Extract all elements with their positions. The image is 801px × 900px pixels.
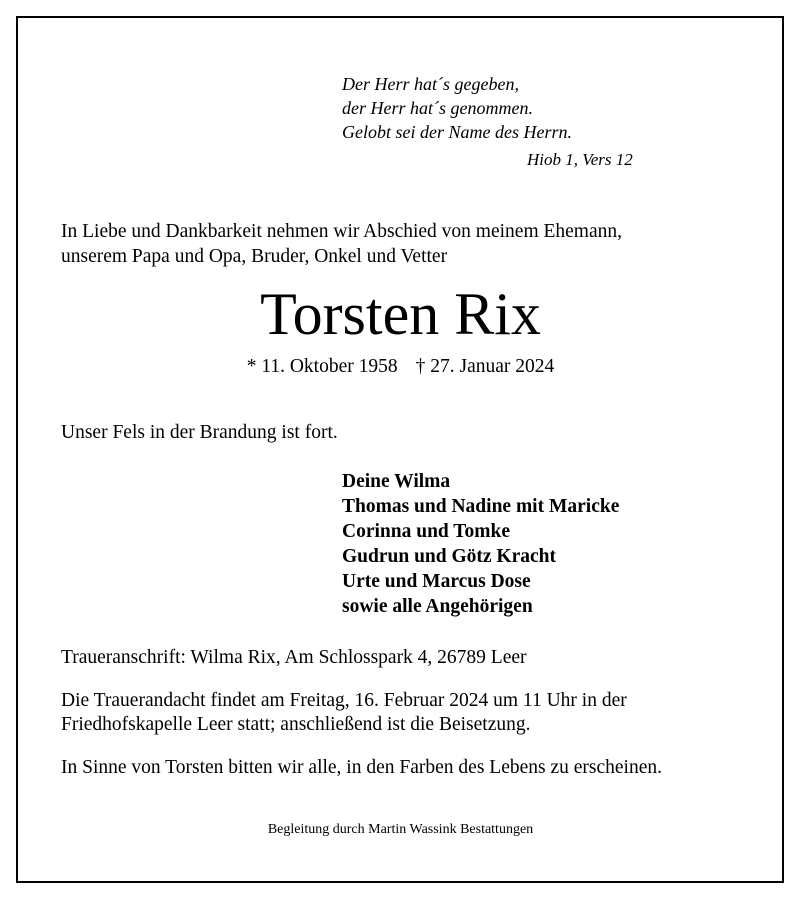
mourner: Thomas und Nadine mit Maricke xyxy=(342,496,620,517)
mourner: Gudrun und Götz Kracht xyxy=(342,546,556,567)
verse-line: der Herr hat´s genommen. xyxy=(342,98,533,118)
mourner: Urte und Marcus Dose xyxy=(342,571,531,592)
service-line: Friedhofskapelle Leer statt; anschließend ist die Beisetzung. xyxy=(61,714,531,735)
intro-text xyxy=(61,219,622,269)
birth-date: * 11. Oktober 1958 xyxy=(246,356,398,377)
mourner: Deine Wilma xyxy=(342,471,451,492)
undertaker-footer: Begleitung durch Martin Wassink Bestattungen xyxy=(267,822,534,837)
closing-request: In Sinne von Torsten bitten wir alle, in den Farben des Lebens zu erscheinen. xyxy=(61,757,662,778)
mourners-list xyxy=(342,469,619,619)
deceased-name: Torsten Rix xyxy=(260,281,541,347)
mourning-address: Traueranschrift: Wilma Rix, Am Schlosspark 4, 26789 Leer xyxy=(61,647,527,668)
verse-reference: Hiob 1, Vers 12 xyxy=(527,150,633,169)
tribute-line: Unser Fels in der Brandung ist fort. xyxy=(61,422,338,443)
intro-line: In Liebe und Dankbarkeit nehmen wir Abschied von meinem Ehemann, xyxy=(61,221,623,242)
verse-line: Der Herr hat´s gegeben, xyxy=(342,74,519,94)
notice-frame xyxy=(16,16,784,883)
life-dates xyxy=(0,356,801,378)
verse-line: Gelobt sei der Name des Herrn. xyxy=(342,122,572,142)
mourner: sowie alle Angehörigen xyxy=(342,596,533,617)
bible-verse xyxy=(342,72,572,144)
service-info xyxy=(61,689,627,737)
death-date: † 27. Januar 2024 xyxy=(415,356,555,377)
intro-line: unserem Papa und Opa, Bruder, Onkel und Vetter xyxy=(61,246,448,267)
service-line: Die Trauerandacht findet am Freitag, 16. Februar 2024 um 11 Uhr in der xyxy=(61,690,627,711)
mourner: Corinna und Tomke xyxy=(342,521,510,542)
